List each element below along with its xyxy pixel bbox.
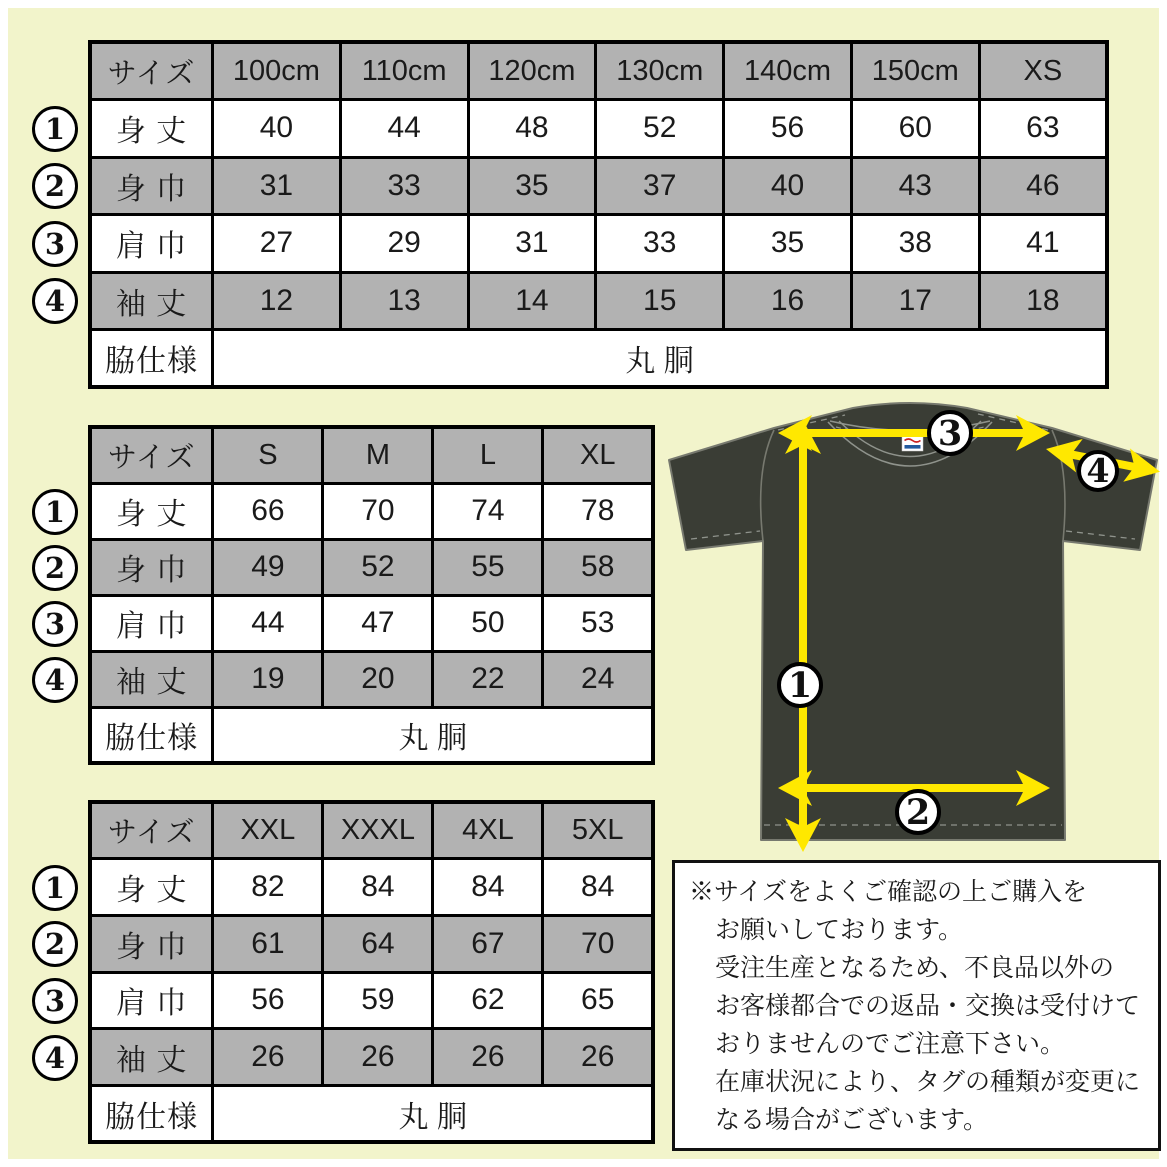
size-header-label: サイズ [90,802,213,859]
column-header: XXXL [323,802,433,859]
note-line: ※サイズをよくご確認の上ご購入を [689,878,1088,906]
size-value-cell: 60 [851,100,979,158]
size-value-cell: 31 [468,215,596,273]
column-header: 130cm [596,42,724,100]
column-header: 150cm [851,42,979,100]
row-number-circle-2: 2 [32,921,78,967]
size-value-cell: 52 [323,539,433,595]
size-value-cell: 70 [543,915,653,972]
size-value-cell: 84 [543,859,653,916]
size-value-cell: 33 [596,215,724,273]
size-value-cell: 82 [213,859,323,916]
size-value-cell: 31 [212,157,340,215]
size-value-cell: 78 [543,483,653,539]
size-value-cell: 26 [543,1029,653,1086]
row-number-circle-2: 2 [32,545,78,591]
size-value-cell: 56 [724,100,852,158]
size-value-cell: 35 [468,157,596,215]
row-number-circle-3: 3 [32,978,78,1024]
footer-row [90,1085,653,1142]
size-header-label: サイズ [90,42,212,100]
size-value-cell: 52 [596,100,724,158]
column-header: S [213,427,323,483]
purchase-note-box [672,860,1161,1151]
size-value-cell: 44 [340,100,468,158]
note-line: おりませんのでご注意下さい。 [715,1030,1066,1058]
size-value-cell: 12 [212,272,340,330]
table-row [90,539,653,595]
row-label: 肩 巾 [90,972,213,1029]
size-value-cell: 44 [213,595,323,651]
size-value-cell: 22 [433,651,543,707]
row-number-circle-1: 1 [32,106,78,152]
row-label: 身 丈 [90,100,212,158]
note-line: なる場合がございます。 [715,1106,989,1134]
column-header: 100cm [212,42,340,100]
size-value-cell: 15 [596,272,724,330]
size-value-cell: 47 [323,595,433,651]
size-value-cell: 26 [323,1029,433,1086]
size-value-cell: 62 [433,972,543,1029]
size-value-cell: 48 [468,100,596,158]
column-header: M [323,427,433,483]
size-value-cell: 37 [596,157,724,215]
footer-label: 脇仕様 [90,707,213,763]
marker-1-digit: 1 [787,665,813,706]
column-header: 5XL [543,802,653,859]
diagram-marker-4 [1079,451,1117,490]
row-number-circle-1: 1 [32,865,78,911]
footer-row [90,707,653,763]
size-value-cell: 24 [543,651,653,707]
size-table-xxl-5xl [88,800,655,1144]
size-value-cell: 29 [340,215,468,273]
row-label: 身 丈 [90,483,213,539]
table-row [90,272,1107,330]
footer-label: 脇仕様 [90,330,212,388]
table-row [90,915,653,972]
size-value-cell: 53 [543,595,653,651]
size-value-cell: 41 [979,215,1107,273]
size-table-s-xl [88,425,655,765]
row-label: 身 丈 [90,859,213,916]
shoulder-width-arrow-line [798,429,1030,437]
size-value-cell: 56 [213,972,323,1029]
size-value-cell: 67 [433,915,543,972]
size-value-cell: 66 [213,483,323,539]
size-value-cell: 38 [851,215,979,273]
size-value-cell: 20 [323,651,433,707]
row-label: 肩 巾 [90,595,213,651]
row-label: 肩 巾 [90,215,212,273]
size-value-cell: 35 [724,215,852,273]
size-value-cell: 14 [468,272,596,330]
diagram-marker-2 [897,791,939,833]
row-label: 身 巾 [90,915,213,972]
table-row [90,651,653,707]
size-value-cell: 19 [213,651,323,707]
size-value-cell: 46 [979,157,1107,215]
size-value-cell: 61 [213,915,323,972]
note-line: お客様都合での返品・交換は受付けて [715,992,1141,1020]
size-value-cell: 59 [323,972,433,1029]
size-value-cell: 84 [323,859,433,916]
marker-3-digit: 3 [937,413,963,454]
diagram-marker-3 [929,412,971,454]
size-value-cell: 84 [433,859,543,916]
size-value-cell: 43 [851,157,979,215]
size-value-cell: 74 [433,483,543,539]
size-value-cell: 26 [213,1029,323,1086]
footer-row [90,330,1107,388]
size-table-kids-xs [88,40,1109,389]
row-label: 身 巾 [90,157,212,215]
tshirt-measurement-diagram [660,400,1165,860]
row-label: 袖 丈 [90,651,213,707]
tshirt-diagram-svg [660,400,1165,860]
note-line: お願いしております。 [715,916,964,944]
footer-value: 丸 胴 [213,1085,653,1142]
row-label: 身 巾 [90,539,213,595]
table-row [90,595,653,651]
table-row [90,215,1107,273]
row-number-circle-3: 3 [32,221,78,267]
row-label: 袖 丈 [90,1029,213,1086]
note-line: 在庫状況により、タグの種類が変更に [715,1068,1141,1096]
column-header: XS [979,42,1107,100]
marker-2-digit: 2 [905,792,931,833]
column-header: L [433,427,543,483]
row-number-circle-4: 4 [32,657,78,703]
size-value-cell: 18 [979,272,1107,330]
row-number-circle-2: 2 [32,163,78,209]
diagram-marker-1 [779,664,821,706]
note-line: 受注生産となるため、不良品以外の [715,954,1115,982]
size-value-cell: 26 [433,1029,543,1086]
size-value-cell: 40 [724,157,852,215]
size-value-cell: 50 [433,595,543,651]
row-number-circle-4: 4 [32,278,78,324]
table-row [90,972,653,1029]
column-header: 140cm [724,42,852,100]
column-header: XXL [213,802,323,859]
size-value-cell: 49 [213,539,323,595]
table-row [90,1029,653,1086]
size-value-cell: 16 [724,272,852,330]
row-label: 袖 丈 [90,272,212,330]
table-row [90,859,653,916]
marker-4-digit: 4 [1086,451,1110,490]
column-header: 110cm [340,42,468,100]
row-number-circle-1: 1 [32,489,78,535]
footer-value: 丸 胴 [213,707,653,763]
size-value-cell: 58 [543,539,653,595]
size-value-cell: 63 [979,100,1107,158]
size-header-label: サイズ [90,427,213,483]
neck-tag [902,436,923,451]
column-header: 4XL [433,802,543,859]
column-header: 120cm [468,42,596,100]
size-value-cell: 13 [340,272,468,330]
table-row [90,100,1107,158]
size-value-cell: 64 [323,915,433,972]
footer-value: 丸 胴 [212,330,1107,388]
size-value-cell: 70 [323,483,433,539]
table-row [90,483,653,539]
column-header: XL [543,427,653,483]
size-value-cell: 27 [212,215,340,273]
row-number-circle-4: 4 [32,1035,78,1081]
size-value-cell: 33 [340,157,468,215]
size-value-cell: 65 [543,972,653,1029]
row-number-circle-3: 3 [32,601,78,647]
table-row [90,157,1107,215]
size-value-cell: 17 [851,272,979,330]
size-value-cell: 40 [212,100,340,158]
size-value-cell: 55 [433,539,543,595]
footer-label: 脇仕様 [90,1085,213,1142]
